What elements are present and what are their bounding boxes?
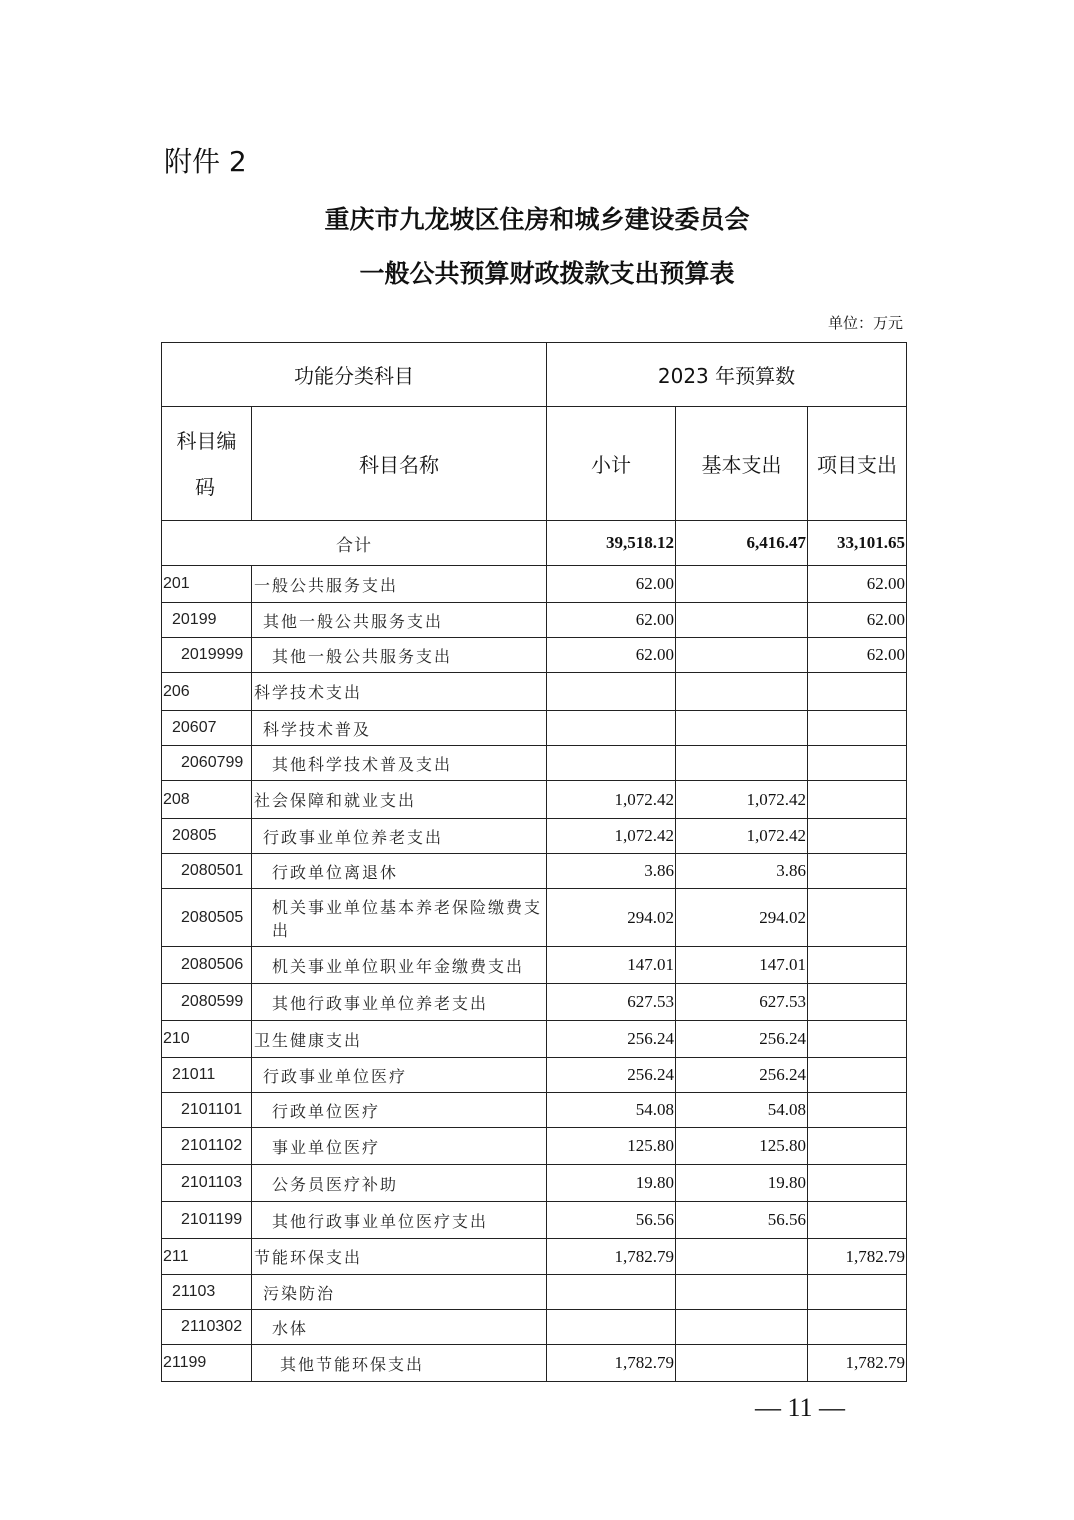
table-row: [162, 1310, 907, 1345]
row-code: 21011: [162, 1058, 252, 1093]
row-name: 水体: [252, 1310, 547, 1345]
header-functional-classification: 功能分类科目: [162, 343, 547, 407]
header-budget-2023: 2023 年预算数: [547, 343, 907, 407]
row-code: 20805: [162, 819, 252, 854]
row-name: 科学技术普及: [252, 711, 547, 746]
row-basic: [676, 566, 808, 603]
row-name: 其他科学技术普及支出: [252, 746, 547, 781]
total-row: [162, 521, 907, 566]
table-row: [162, 1165, 907, 1202]
row-code: 2060799: [162, 746, 252, 781]
header-code-line1: 科目编: [176, 428, 237, 453]
table-row: [162, 1239, 907, 1275]
table-row: [162, 984, 907, 1021]
row-project: [808, 819, 907, 854]
header-name: 科目名称: [252, 407, 547, 521]
row-subtotal: 54.08: [547, 1093, 676, 1128]
row-code: 2080599: [162, 984, 252, 1021]
row-name: 其他一般公共服务支出: [252, 603, 547, 638]
row-project: [808, 1165, 907, 1202]
row-code: 21199: [162, 1345, 252, 1382]
row-name: 卫生健康支出: [252, 1021, 547, 1058]
row-subtotal: 62.00: [547, 566, 676, 603]
row-project: [808, 1093, 907, 1128]
row-basic: 627.53: [676, 984, 808, 1021]
table-row: [162, 889, 907, 947]
row-project: [808, 711, 907, 746]
row-subtotal: 256.24: [547, 1021, 676, 1058]
row-project: [808, 947, 907, 984]
row-name: 行政单位离退休: [252, 854, 547, 889]
table-row: [162, 819, 907, 854]
row-basic: 1,072.42: [676, 819, 808, 854]
row-subtotal: 56.56: [547, 1202, 676, 1239]
header-basic: 基本支出: [676, 407, 808, 521]
row-code: 2101101: [162, 1093, 252, 1128]
row-project: [808, 854, 907, 889]
row-subtotal: 627.53: [547, 984, 676, 1021]
row-code: 2019999: [162, 638, 252, 673]
row-name: 污染防治: [252, 1275, 547, 1310]
row-subtotal: 1,072.42: [547, 819, 676, 854]
document-title-line2: 一般公共预算财政拨款支出预算表: [359, 259, 735, 288]
table-row: [162, 1345, 907, 1382]
total-project: 33,101.65: [808, 521, 907, 566]
row-code: 2101199: [162, 1202, 252, 1239]
row-code: 201: [162, 566, 252, 603]
row-subtotal: [547, 746, 676, 781]
row-code: 2080506: [162, 947, 252, 984]
row-name: 公务员医疗补助: [252, 1165, 547, 1202]
row-name: 行政单位医疗: [252, 1093, 547, 1128]
row-subtotal: 1,782.79: [547, 1239, 676, 1275]
row-name: 节能环保支出: [252, 1239, 547, 1275]
row-basic: [676, 1275, 808, 1310]
row-subtotal: 1,782.79: [547, 1345, 676, 1382]
table-row: [162, 1093, 907, 1128]
row-project: 1,782.79: [808, 1345, 907, 1382]
row-basic: 19.80: [676, 1165, 808, 1202]
header-code-line2: 码: [195, 474, 215, 499]
row-code: 208: [162, 781, 252, 819]
row-project: [808, 781, 907, 819]
row-project: [808, 1275, 907, 1310]
row-basic: [676, 638, 808, 673]
row-subtotal: 19.80: [547, 1165, 676, 1202]
row-project: [808, 984, 907, 1021]
row-name: 其他行政事业单位养老支出: [252, 984, 547, 1021]
row-code: 211: [162, 1239, 252, 1275]
row-subtotal: 62.00: [547, 638, 676, 673]
attachment-label: 附件 2: [164, 145, 247, 178]
row-project: 62.00: [808, 638, 907, 673]
table-row: [162, 673, 907, 711]
row-name: 机关事业单位基本养老保险缴费支出: [252, 889, 547, 947]
total-subtotal: 39,518.12: [547, 521, 676, 566]
row-project: [808, 1021, 907, 1058]
row-project: [808, 673, 907, 711]
row-basic: [676, 1345, 808, 1382]
row-subtotal: 62.00: [547, 603, 676, 638]
row-code: 2080505: [162, 889, 252, 947]
row-name: 机关事业单位职业年金缴费支出: [252, 947, 547, 984]
table-row: [162, 638, 907, 673]
row-code: 20607: [162, 711, 252, 746]
row-name: 其他节能环保支出: [252, 1345, 547, 1382]
row-basic: 56.56: [676, 1202, 808, 1239]
row-subtotal: 1,072.42: [547, 781, 676, 819]
row-project: [808, 889, 907, 947]
unit-label: 单位：万元: [827, 314, 903, 332]
row-basic: [676, 1239, 808, 1275]
row-subtotal: 294.02: [547, 889, 676, 947]
row-name: 事业单位医疗: [252, 1128, 547, 1165]
row-subtotal: [547, 711, 676, 746]
header-group-row: [162, 343, 907, 407]
row-basic: 147.01: [676, 947, 808, 984]
header-column-row: [162, 407, 907, 521]
header-project: 项目支出: [808, 407, 907, 521]
row-project: [808, 1128, 907, 1165]
row-name: 一般公共服务支出: [252, 566, 547, 603]
row-project: [808, 1310, 907, 1345]
row-subtotal: 256.24: [547, 1058, 676, 1093]
row-code: 210: [162, 1021, 252, 1058]
table-row: [162, 1021, 907, 1058]
header-subtotal: 小计: [547, 407, 676, 521]
row-subtotal: 147.01: [547, 947, 676, 984]
row-basic: 54.08: [676, 1093, 808, 1128]
table-row: [162, 711, 907, 746]
table-row: [162, 1275, 907, 1310]
row-subtotal: 125.80: [547, 1128, 676, 1165]
row-name: 科学技术支出: [252, 673, 547, 711]
row-project: [808, 746, 907, 781]
row-subtotal: 3.86: [547, 854, 676, 889]
table-row: [162, 1202, 907, 1239]
row-basic: [676, 1310, 808, 1345]
row-basic: 3.86: [676, 854, 808, 889]
page-number: — 11 —: [755, 1393, 846, 1422]
table-row: [162, 947, 907, 984]
row-subtotal: [547, 1310, 676, 1345]
row-code: 206: [162, 673, 252, 711]
row-code: 21103: [162, 1275, 252, 1310]
table-row: [162, 746, 907, 781]
row-name: 其他一般公共服务支出: [252, 638, 547, 673]
row-basic: [676, 746, 808, 781]
row-name: 其他行政事业单位医疗支出: [252, 1202, 547, 1239]
row-name: 社会保障和就业支出: [252, 781, 547, 819]
row-basic: 294.02: [676, 889, 808, 947]
row-name: 行政事业单位医疗: [252, 1058, 547, 1093]
row-subtotal: [547, 1275, 676, 1310]
table-row: [162, 1058, 907, 1093]
total-label: 合计: [162, 521, 547, 566]
row-basic: 256.24: [676, 1021, 808, 1058]
table-row: [162, 603, 907, 638]
row-code: 20199: [162, 603, 252, 638]
row-basic: 125.80: [676, 1128, 808, 1165]
document-title-line1: 重庆市九龙坡区住房和城乡建设委员会: [324, 205, 750, 234]
row-name: 行政事业单位养老支出: [252, 819, 547, 854]
row-code: 2101102: [162, 1128, 252, 1165]
row-project: [808, 1202, 907, 1239]
row-project: 62.00: [808, 603, 907, 638]
row-code: 2080501: [162, 854, 252, 889]
row-project: 62.00: [808, 566, 907, 603]
header-code: [162, 407, 252, 521]
row-code: 2110302: [162, 1310, 252, 1345]
row-basic: [676, 711, 808, 746]
table-row: [162, 566, 907, 603]
row-basic: 256.24: [676, 1058, 808, 1093]
table-row: [162, 854, 907, 889]
row-basic: [676, 673, 808, 711]
budget-table: [161, 342, 907, 1382]
row-project: [808, 1058, 907, 1093]
row-basic: [676, 603, 808, 638]
total-basic: 6,416.47: [676, 521, 808, 566]
row-code: 2101103: [162, 1165, 252, 1202]
row-project: 1,782.79: [808, 1239, 907, 1275]
table-row: [162, 1128, 907, 1165]
row-subtotal: [547, 673, 676, 711]
table-row: [162, 781, 907, 819]
row-basic: 1,072.42: [676, 781, 808, 819]
